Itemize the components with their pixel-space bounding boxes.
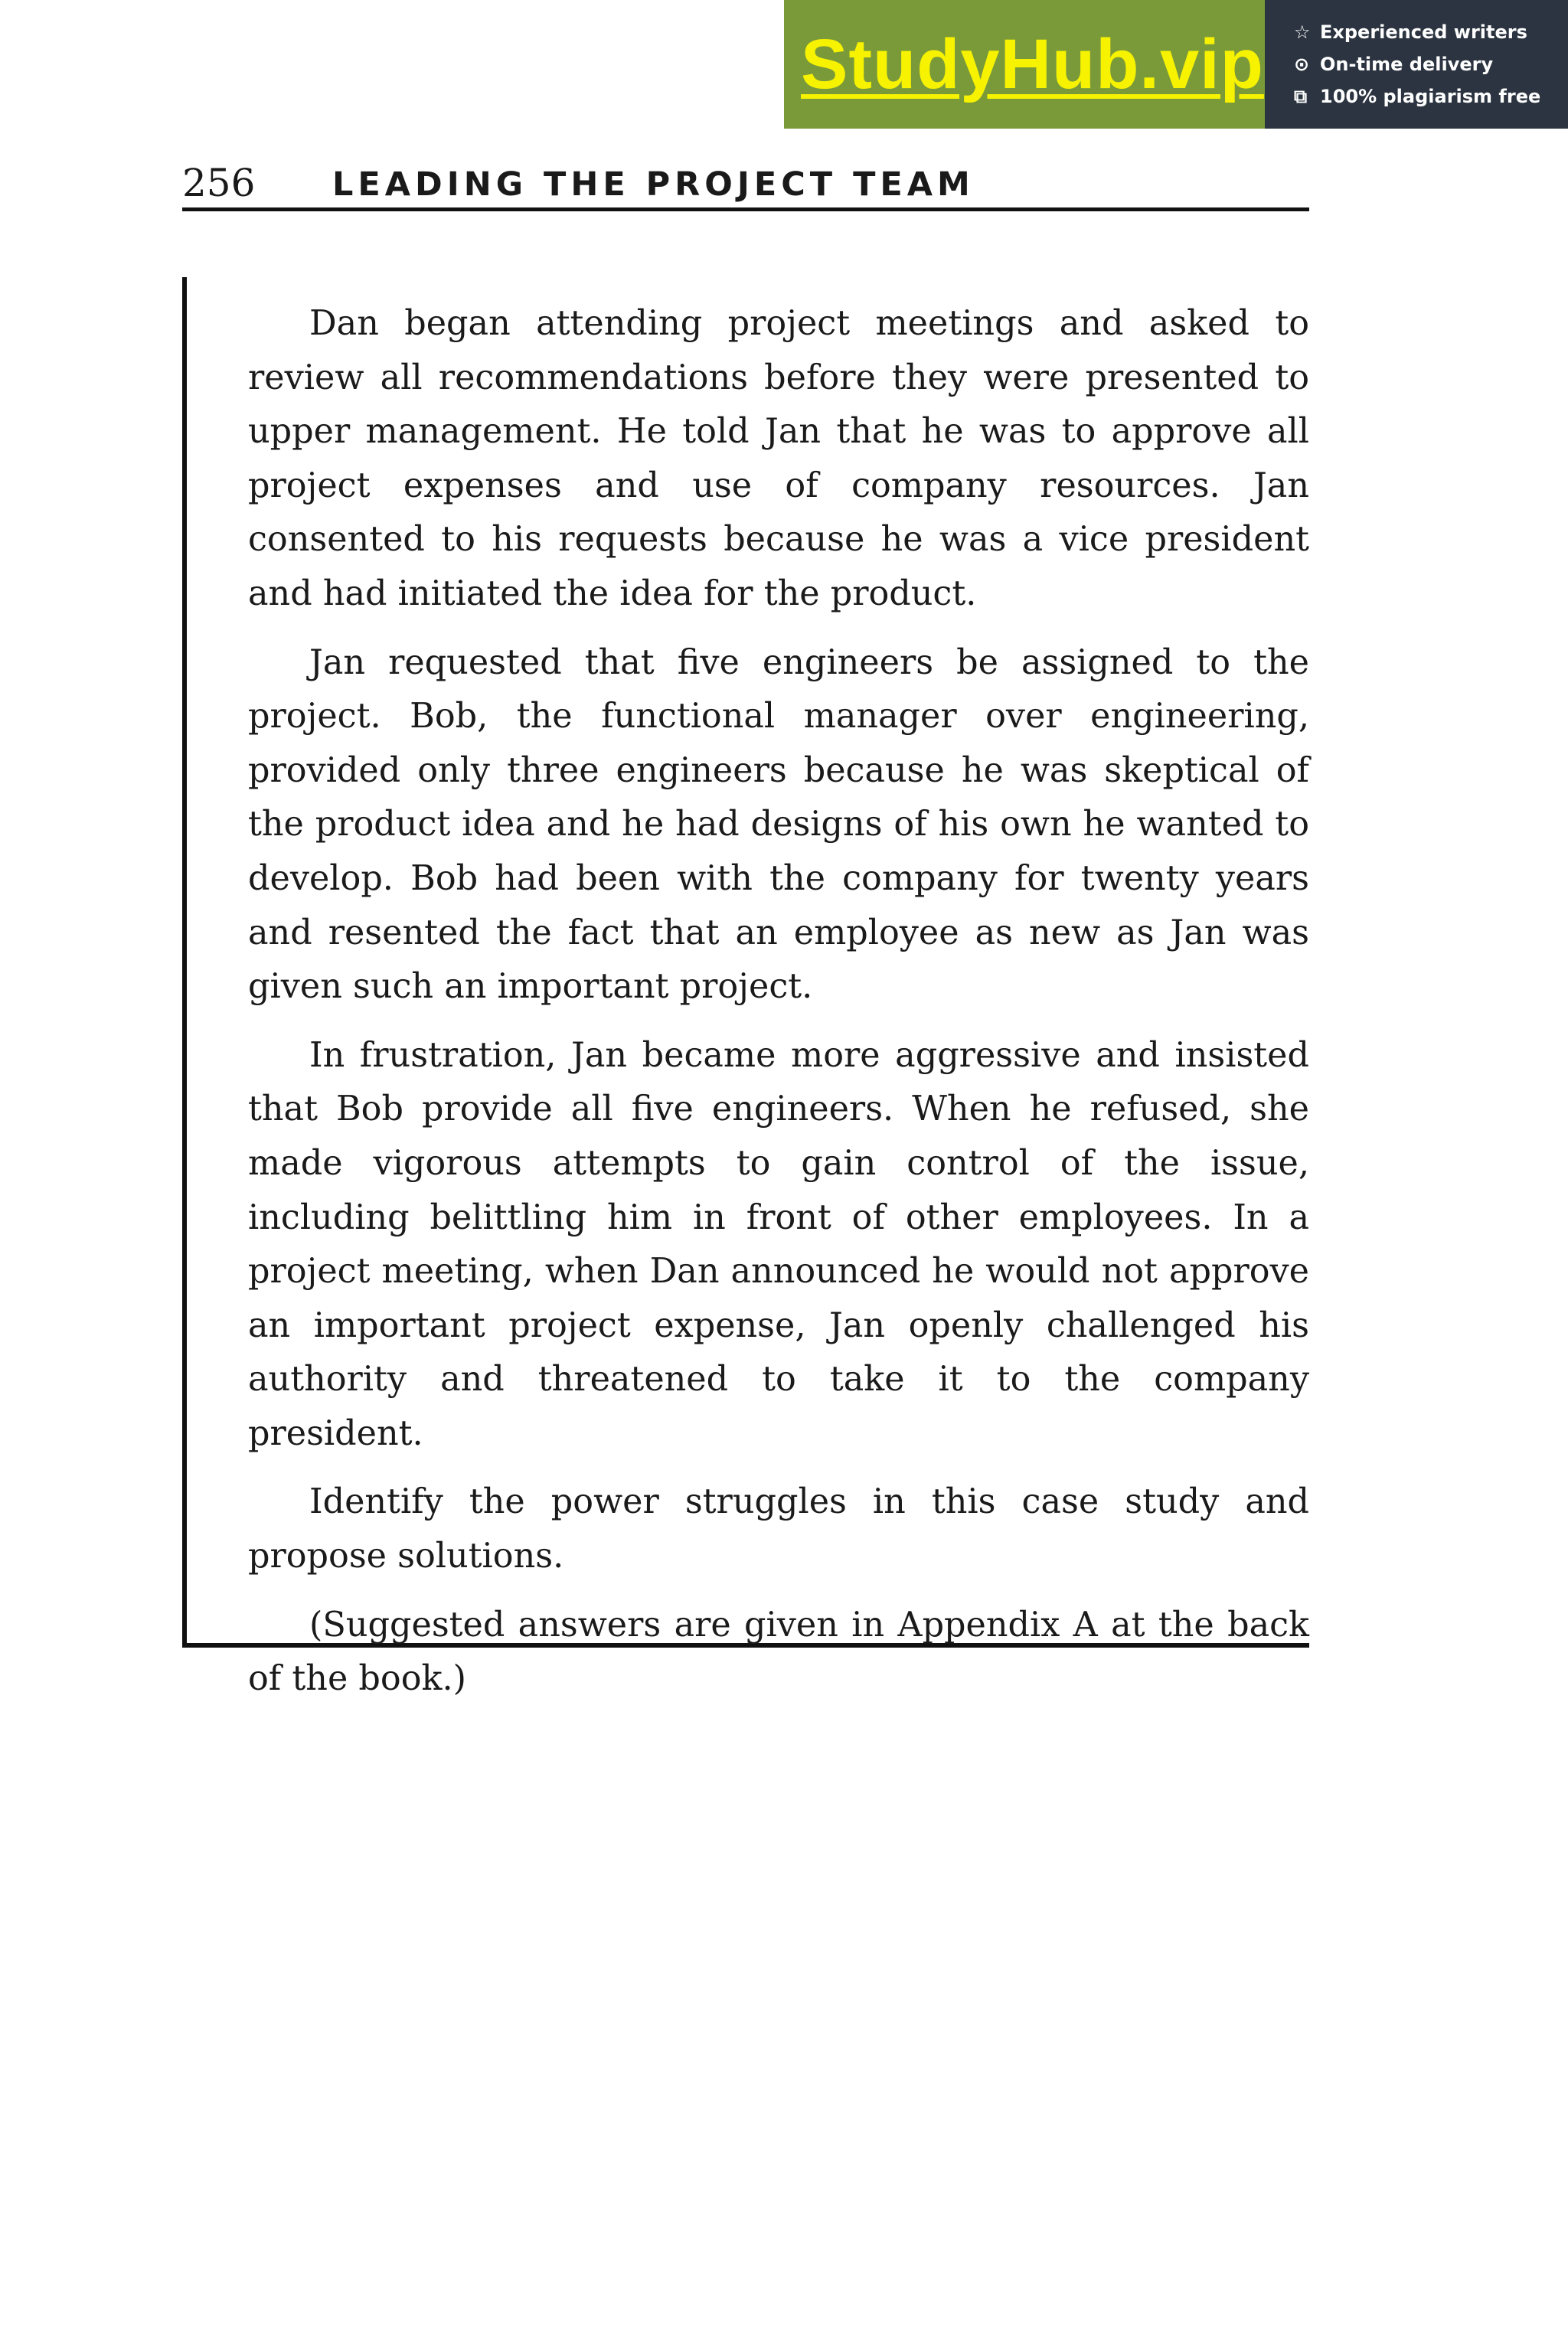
studyhub-logo bbox=[784, 0, 1265, 129]
page-number: 256 bbox=[182, 161, 256, 205]
feature-label: Experienced writers bbox=[1320, 21, 1527, 43]
case-study-box bbox=[182, 277, 1309, 1699]
feature-list bbox=[1265, 0, 1568, 129]
paragraph: (Suggested answers are given in Appendix A at the back of the book.) bbox=[248, 1605, 1309, 1699]
feature-item bbox=[1294, 80, 1568, 113]
paragraph: Jan requested that five engineers be assigned to the project. Bob, the functional manager over engineering, provided only three engineers because he was skeptical of the product idea and he had designs of his own he wanted to develop. Bob had been with the company for twenty years and resented the fact that an employee as new as Jan was given such an important project. bbox=[248, 642, 1309, 1007]
logo-text: StudyHub.vip bbox=[801, 24, 1264, 103]
feature-item bbox=[1294, 16, 1568, 48]
feature-label: 100% plagiarism free bbox=[1320, 86, 1541, 107]
clock-icon: ⊙ bbox=[1294, 54, 1310, 75]
star-icon: ☆ bbox=[1294, 21, 1311, 43]
running-title: LEADING THE PROJECT TEAM bbox=[332, 165, 975, 204]
copy-icon: ⧉ bbox=[1294, 86, 1308, 107]
running-header bbox=[182, 153, 1309, 211]
paragraph: Dan began attending project meetings and asked to review all recommendations before they were presented to upper management. He told Jan that he was to approve all project expenses and use of company resources. Jan consented to his requests because he was a vice president and had initiated the idea for the product. bbox=[248, 304, 1309, 613]
paragraph: In frustration, Jan became more aggressive and insisted that Bob provide all five engineers. When he refused, she made vigorous attempts to gain control of the issue, including belittling him in front of other employees. In a project meeting, when Dan announced he would not approve an important project expense, Jan openly challenged his authority and threatened to take it to the company president. bbox=[248, 1035, 1309, 1453]
feature-item bbox=[1294, 48, 1568, 80]
watermark-banner bbox=[784, 0, 1568, 129]
paragraph: Identify the power struggles in this case study and propose solutions. bbox=[248, 1482, 1309, 1576]
feature-label: On-time delivery bbox=[1320, 54, 1494, 75]
case-study-text bbox=[248, 297, 1309, 1721]
